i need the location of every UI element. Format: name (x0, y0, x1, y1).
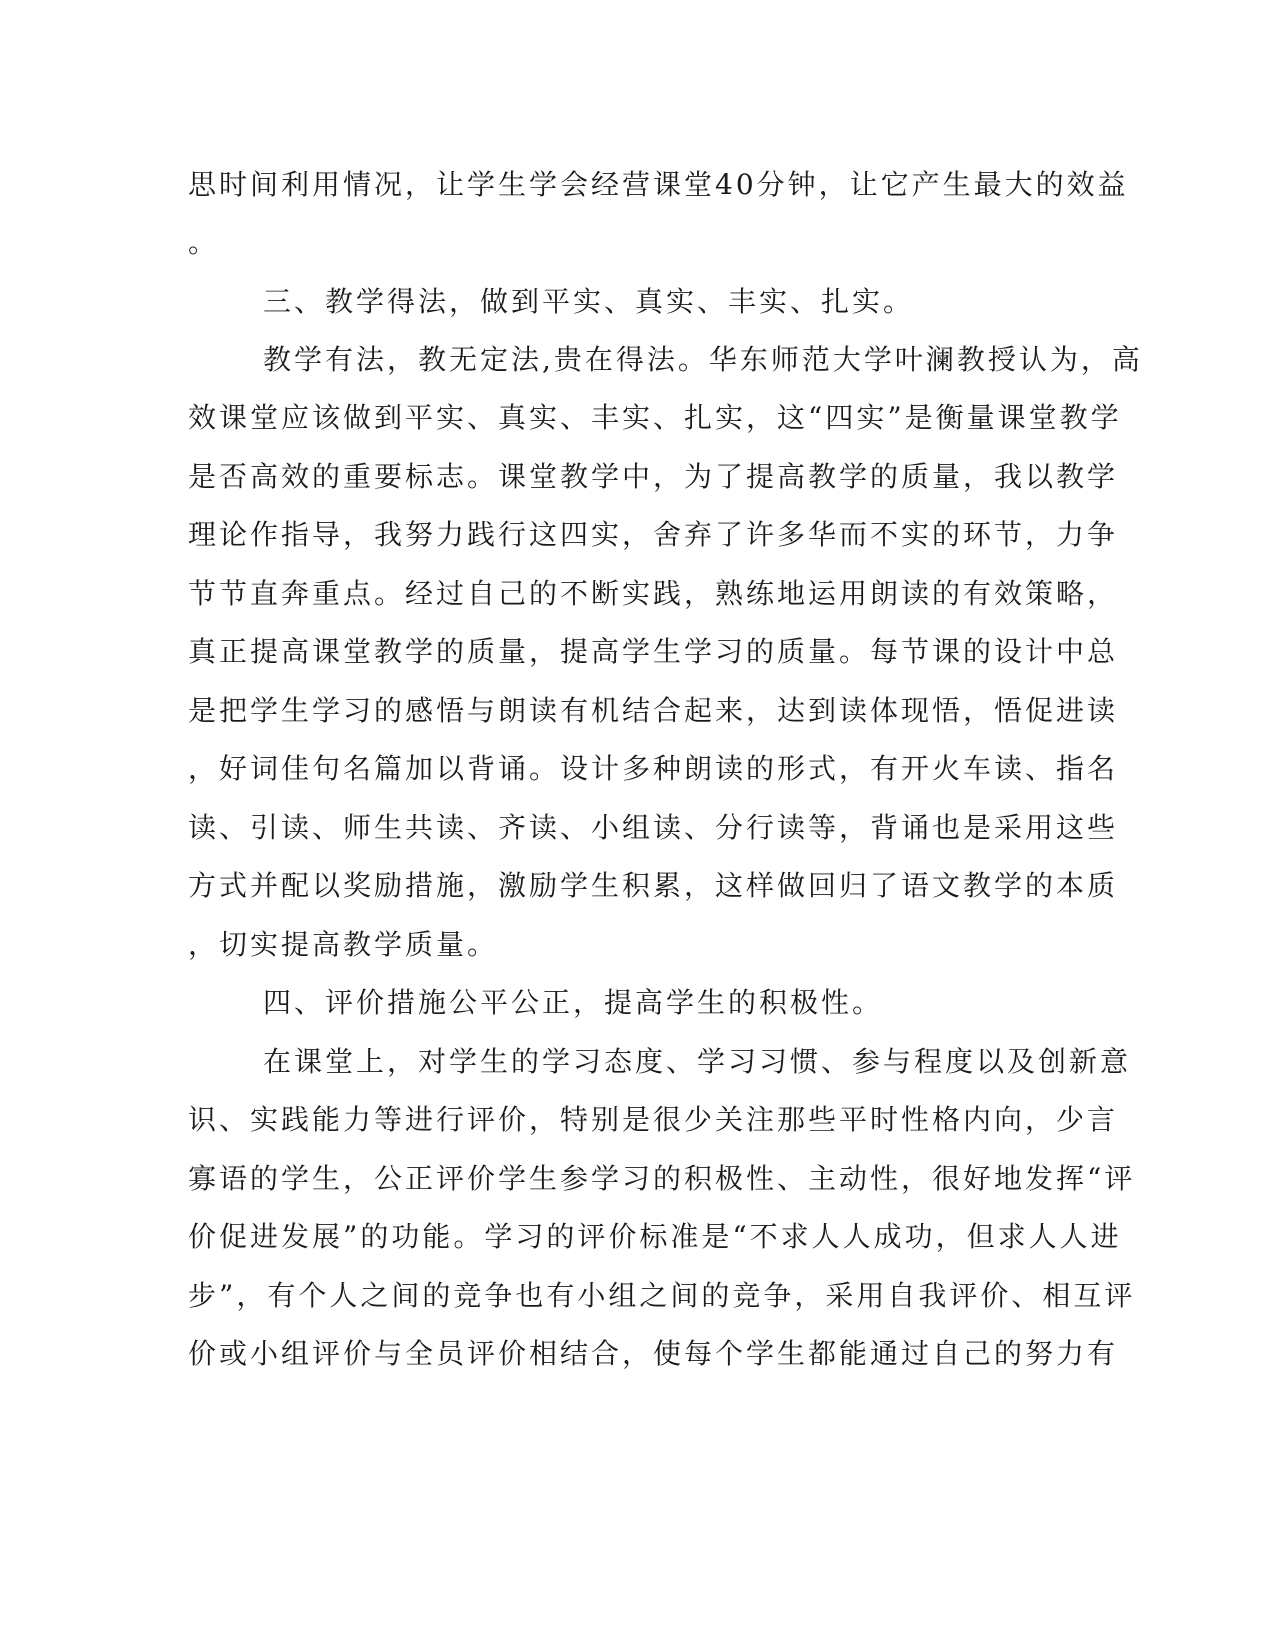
section-heading: 三、教学得法，做到平实、真实、丰实、扎实。 (263, 285, 915, 318)
text-line: 理论作指导，我努力践行这四实，舍弃了许多华而不实的环节，力争 (188, 518, 1119, 551)
section-heading: 四、评价措施公平公正，提高学生的积极性。 (263, 986, 884, 1019)
text-line: 寡语的学生，公正评价学生参学习的积极性、主动性，很好地发挥“评 (188, 1162, 1136, 1195)
text-line: 是把学生学习的感悟与朗读有机结合起来，达到读体现悟，悟促进读 (188, 694, 1119, 727)
text-line: 步”，有个人之间的竞争也有小组之间的竞争，采用自我评价、相互评 (188, 1279, 1136, 1312)
text-line: 。 (188, 226, 220, 259)
text-line: 节节直奔重点。经过自己的不断实践，熟练地运用朗读的有效策略， (188, 577, 1119, 610)
text-line: 思时间利用情况，让学生学会经营课堂40分钟，让它产生最大的效益 (188, 168, 1129, 201)
text-line: 教学有法，教无定法,贵在得法。华东师范大学叶澜教授认为，高 (263, 343, 1143, 376)
text-line: 在课堂上，对学生的学习态度、学习习惯、参与程度以及创新意 (263, 1045, 1132, 1078)
text-line: 效课堂应该做到平实、真实、丰实、扎实，这“四实”是衡量课堂教学 (188, 401, 1122, 434)
text-line: 方式并配以奖励措施，激励学生积累，这样做回归了语文教学的本质 (188, 869, 1119, 902)
text-line: 识、实践能力等进行评价，特别是很少关注那些平时性格内向，少言 (188, 1103, 1119, 1136)
text-line: 是否高效的重要标志。课堂教学中，为了提高教学的质量，我以教学 (188, 460, 1119, 493)
text-line: 真正提高课堂教学的质量，提高学生学习的质量。每节课的设计中总 (188, 635, 1119, 668)
text-line: 读、引读、师生共读、齐读、小组读、分行读等，背诵也是采用这些 (188, 811, 1119, 844)
text-line: 价或小组评价与全员评价相结合，使每个学生都能通过自己的努力有 (188, 1337, 1119, 1370)
text-line: ，切实提高教学质量。 (188, 928, 499, 961)
text-line: ，好词佳句名篇加以背诵。设计多种朗读的形式，有开火车读、指名 (188, 752, 1119, 785)
text-line: 价促进发展”的功能。学习的评价标准是“不求人人成功，但求人人进 (188, 1220, 1122, 1253)
